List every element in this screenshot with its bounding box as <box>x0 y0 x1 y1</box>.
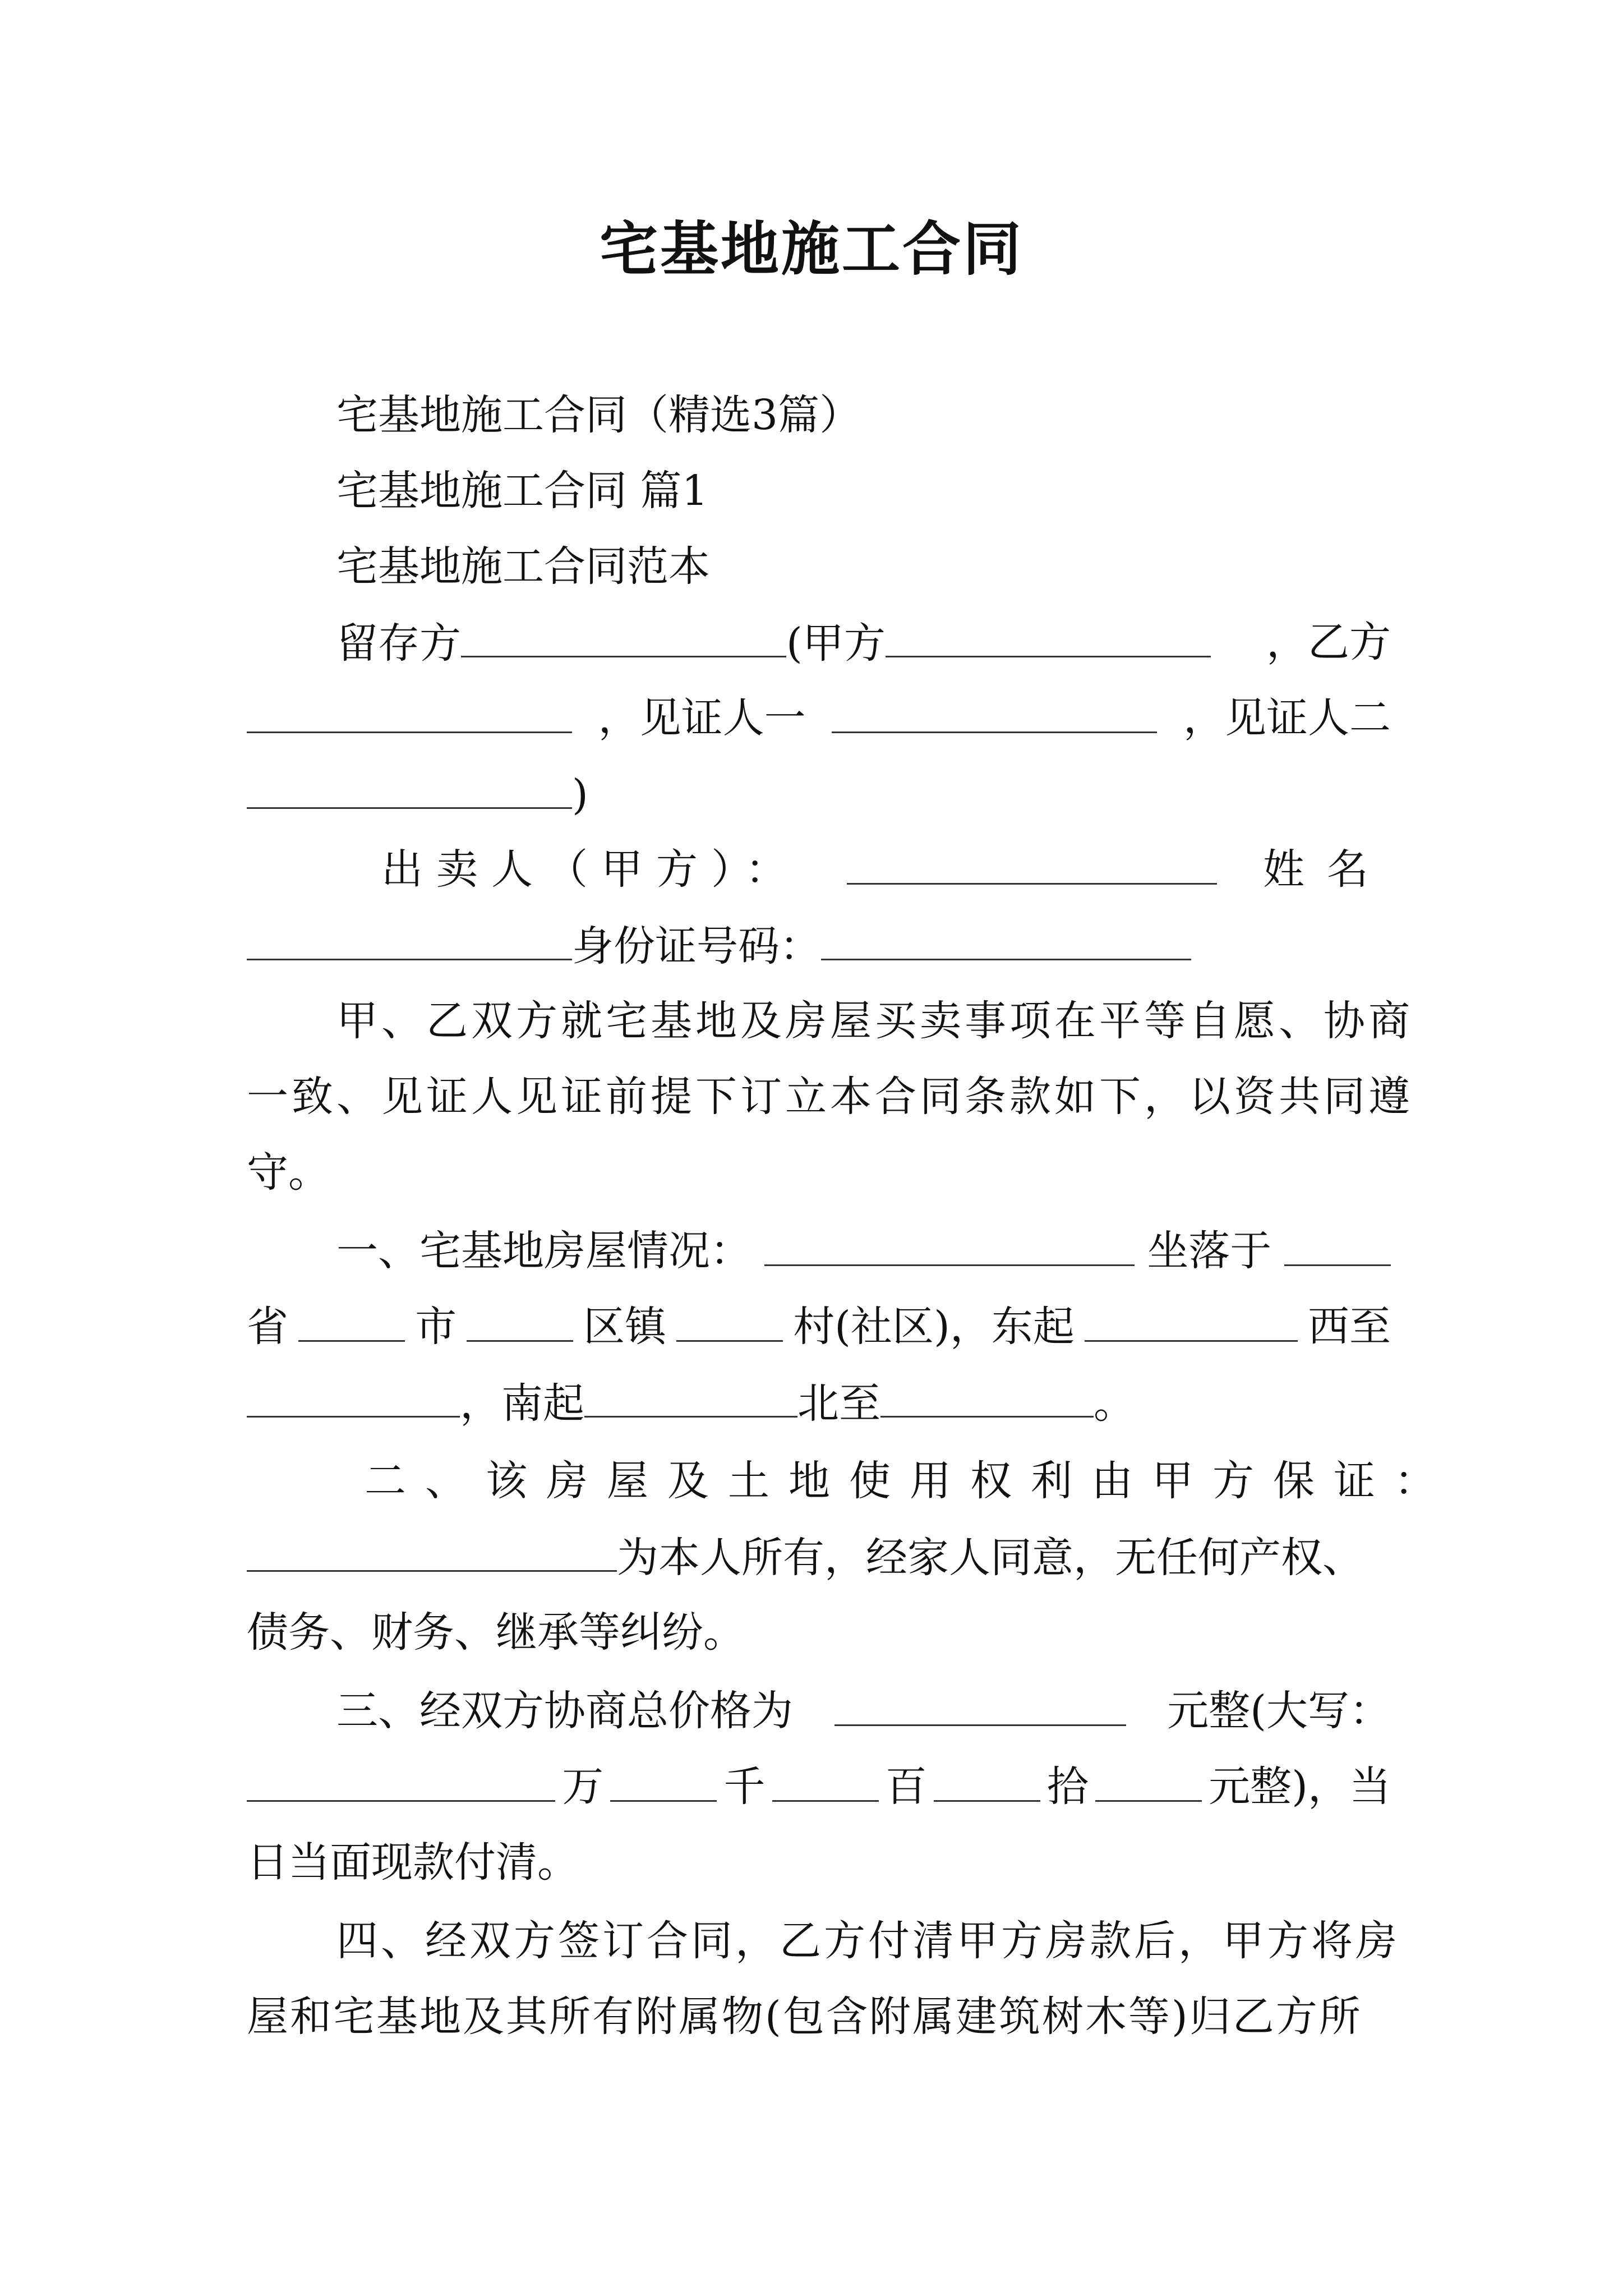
seller-id-label: 身份证号码： <box>572 922 821 970</box>
clause1-line-3 <box>247 1374 1391 1432</box>
shi-label: 拾 <box>1046 1763 1089 1811</box>
clause1-line-1 <box>336 1223 1391 1279</box>
clause2-owner-text: 为本人所有，经家人同意，无任何产权、 <box>617 1534 1364 1582</box>
price-blank[interactable] <box>834 1683 1126 1726</box>
parties-line-2 <box>247 690 1391 746</box>
village-label: 村(社区)，东起 <box>793 1303 1075 1351</box>
west-label: 西至 <box>1308 1303 1391 1351</box>
located-blank[interactable] <box>1284 1223 1391 1266</box>
parties-line-3 <box>247 766 1391 823</box>
district-blank[interactable] <box>467 1299 573 1342</box>
clause2-line-2 <box>247 1529 1402 1586</box>
clause3-line-3: 日当面现款付清。 <box>247 1838 579 1887</box>
owner-blank[interactable] <box>247 1529 617 1572</box>
bai-label: 百 <box>885 1763 927 1811</box>
witness1-blank[interactable] <box>832 690 1157 733</box>
seller-label: 出卖人（甲方）： <box>381 845 800 894</box>
witness2-blank[interactable] <box>247 766 572 809</box>
north-label: 北至 <box>797 1379 880 1428</box>
seller-name-blank[interactable] <box>247 917 572 960</box>
wan-blank[interactable] <box>247 1759 555 1802</box>
seller-blank[interactable] <box>847 841 1217 885</box>
village-blank[interactable] <box>676 1299 783 1342</box>
house-blank[interactable] <box>764 1223 1135 1266</box>
clause1-end: 。 <box>1094 1379 1135 1428</box>
clause1-line-2 <box>247 1299 1391 1355</box>
located-label: 坐落于 <box>1147 1227 1272 1275</box>
parties-close: ) <box>572 771 588 819</box>
preamble-line-2: 一致、见证人见证前提下订立本合同条款如下，以资共同遵 <box>247 1073 1413 1121</box>
party-b-blank[interactable] <box>247 690 572 733</box>
clause4-line-1: 四、经双方签订合同，乙方付清甲方房款后，甲方将房 <box>336 1917 1400 1965</box>
qian-blank[interactable] <box>610 1759 717 1802</box>
yuan-blank[interactable] <box>1095 1759 1202 1802</box>
part-heading: 宅基地施工合同 篇1 <box>336 467 708 515</box>
clause2-line-1: 二、该房屋及土地使用权利由甲方保证： <box>365 1457 1455 1505</box>
wan-label: 万 <box>562 1763 604 1811</box>
north-blank[interactable] <box>880 1374 1094 1418</box>
city-blank[interactable] <box>298 1299 405 1342</box>
template-heading: 宅基地施工合同范本 <box>336 542 710 591</box>
south-label: ，南起 <box>460 1379 584 1428</box>
shi-blank[interactable] <box>934 1759 1040 1802</box>
party-a-label: (甲方 <box>786 619 886 668</box>
qian-label: 千 <box>723 1763 766 1811</box>
south-blank[interactable] <box>584 1374 797 1418</box>
clause3-line-1 <box>336 1683 1391 1739</box>
yuan-tail: 元整)，当 <box>1209 1763 1391 1811</box>
preamble-line-1: 甲、乙双方就宅基地及房屋买卖事项在平等自愿、协商 <box>336 997 1413 1045</box>
keeper-label: 留存方 <box>336 619 461 668</box>
seller-name-label: 姓名 <box>1263 845 1391 894</box>
witness2-label: ，见证人二 <box>1183 694 1391 742</box>
west-blank[interactable] <box>247 1374 460 1418</box>
clause3-head: 三、经双方协商总价格为 <box>336 1687 793 1735</box>
seller-line-2 <box>247 917 1391 974</box>
clause1-head: 一、宅基地房屋情况： <box>336 1227 751 1275</box>
province-label: 省 <box>247 1303 288 1351</box>
witness1-label: ，见证人一 <box>598 694 806 742</box>
party-a-blank[interactable] <box>886 614 1211 657</box>
city-label: 市 <box>415 1303 457 1351</box>
document-title: 宅基地施工合同 <box>599 214 1023 283</box>
preamble-line-3: 守。 <box>247 1148 330 1197</box>
clause4-line-2: 屋和宅基地及其所有附属物(包含附属建筑树木等)归乙方所 <box>247 1993 1362 2041</box>
district-label: 区镇 <box>583 1303 667 1351</box>
yuan-label: 元整(大写： <box>1167 1687 1391 1735</box>
east-blank[interactable] <box>1085 1299 1298 1342</box>
seller-id-blank[interactable] <box>821 917 1191 960</box>
seller-line-1 <box>381 841 1391 898</box>
bai-blank[interactable] <box>772 1759 879 1802</box>
party-b-label: ，乙方 <box>1266 618 1391 666</box>
clause2-line-3: 债务、财务、继承等纠纷。 <box>247 1608 745 1657</box>
collection-heading: 宅基地施工合同（精选3篇） <box>336 391 861 439</box>
keeper-blank[interactable] <box>461 614 786 657</box>
parties-line-1 <box>336 614 1391 671</box>
clause3-line-2 <box>247 1759 1391 1815</box>
